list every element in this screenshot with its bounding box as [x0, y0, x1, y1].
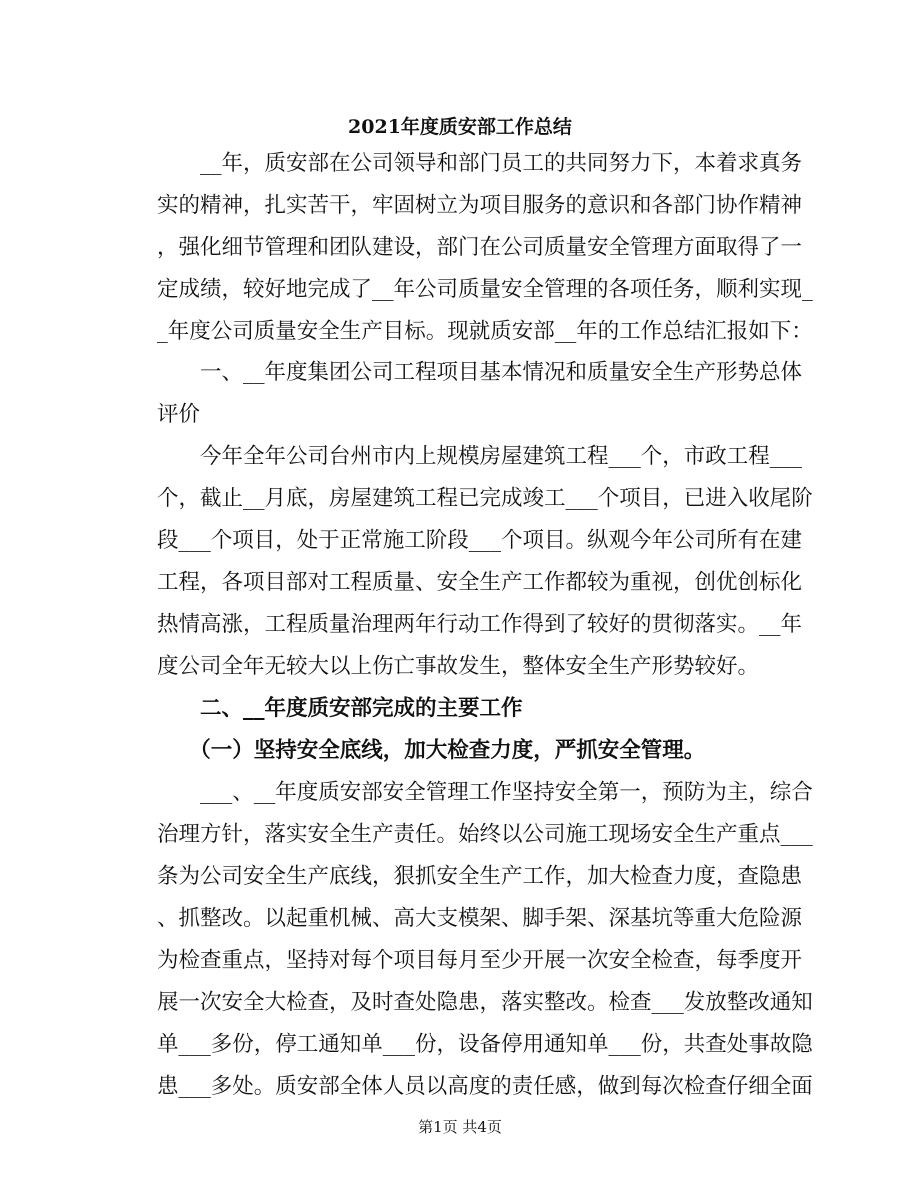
body-line: _年度公司质量安全生产目标。现就质安部__年的工作总结汇报如下： [157, 319, 813, 344]
body-line: 患___多处。质安部全体人员以高度的责任感，做到每次检查仔细全面 [157, 1074, 813, 1099]
body-line: ，强化细节管理和团队建设，部门在公司质量安全管理方面取得了一 [157, 235, 803, 260]
body-line: 热情高涨，工程质量治理两年行动工作得到了较好的贯彻落实。__年 [157, 612, 803, 637]
body-line: 展一次安全大检查，及时查处隐患，落实整改。检查___发放整改通知 [157, 990, 813, 1015]
document-title: 2021年度质安部工作总结 [348, 116, 572, 138]
body-line: 条为公司安全生产底线，狠抓安全生产工作，加大检查力度，查隐患 [157, 864, 803, 889]
section-heading-line: 一、__年度集团公司工程项目基本情况和质量安全生产形势总体 [157, 360, 803, 385]
page-footer: 第1页 共4页 [418, 1118, 502, 1136]
body-line: 实的精神，扎实苦干，牢固树立为项目服务的意识和各部门协作精神 [157, 193, 803, 218]
section-heading-line: 评价 [157, 402, 201, 427]
body-line: 定成绩，较好地完成了__年公司质量安全管理的各项任务，顺利实现_ [157, 277, 813, 302]
body-line: __年，质安部在公司领导和部门员工的共同努力下，本着求真务 [157, 151, 803, 176]
body-line: 、抓整改。以起重机械、高大支模架、脚手架、深基坑等重大危险源 [157, 906, 803, 931]
body-line: 工程，各项目部对工程质量、安全生产工作都较为重视，创优创标化 [157, 570, 803, 595]
body-line: ___、__年度质安部安全管理工作坚持安全第一，预防为主，综合 [157, 780, 813, 805]
body-line: 单___多份，停工通知单___份，设备停用通知单___份，共查处事故隐 [157, 1032, 813, 1057]
body-line: 段___个项目，处于正常施工阶段___个项目。纵观今年公司所有在建 [157, 528, 803, 553]
body-line: 度公司全年无较大以上伤亡事故发生，整体安全生产形势较好。 [157, 654, 760, 679]
section-heading: 二、__年度质安部完成的主要工作 [157, 696, 523, 721]
body-line: 为检查重点，坚持对每个项目每月至少开展一次安全检查，每季度开 [157, 948, 803, 973]
body-line: 个，截止__月底，房屋建筑工程已完成竣工___个项目，已进入收尾阶 [157, 486, 813, 511]
body-line: 今年全年公司台州市内上规模房屋建筑工程___个，市政工程___ [157, 444, 803, 469]
body-line: 治理方针，落实安全生产责任。始终以公司施工现场安全生产重点___ [157, 822, 813, 847]
subsection-heading: （一）坚持安全底线，加大检查力度，严抓安全管理。 [157, 738, 706, 763]
